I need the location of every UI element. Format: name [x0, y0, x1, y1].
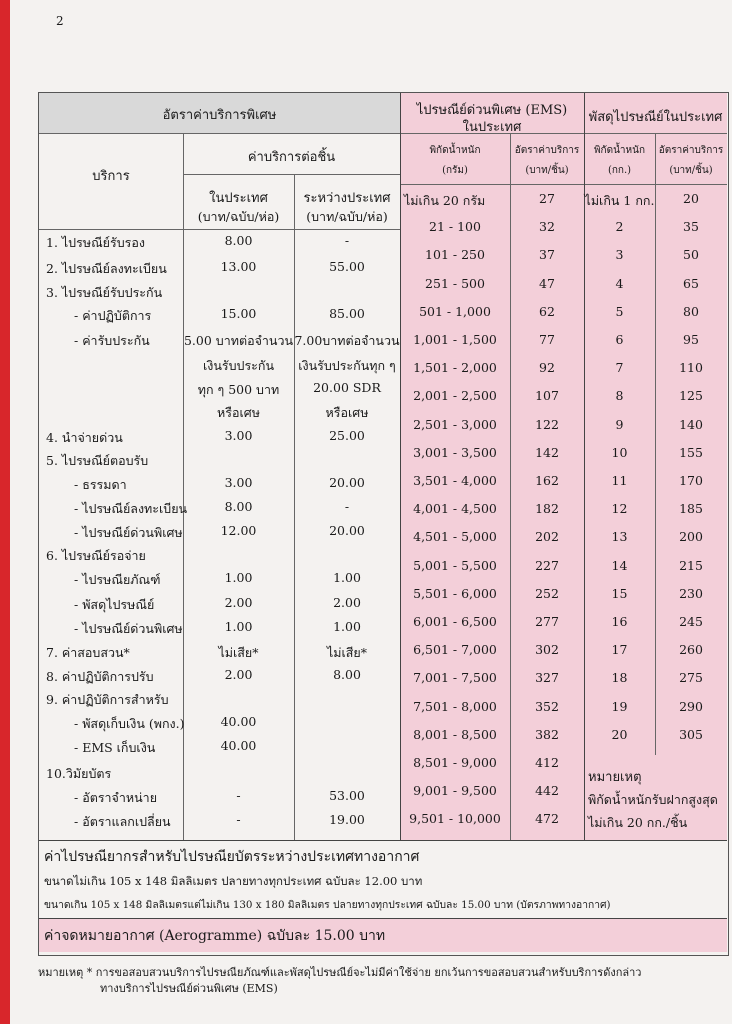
parcel-rate: 290: [679, 699, 703, 714]
ems-weight: 5,501 - 6,000: [413, 586, 497, 601]
parcel-weight: 17: [611, 642, 628, 657]
ems-rate: 37: [539, 247, 555, 262]
ems-weight: 4,001 - 4,500: [413, 501, 497, 516]
parcel-weight: 8: [615, 388, 624, 403]
parcel-rate-unit: (บาท/ชิ้น): [669, 165, 713, 176]
postcard-line: ขนาดเกิน 105 x 148 มิลลิเมตรแต่ไม่เกิน 130 x 180 มิลลิเมตร ปลายทางทุกประเทศ ฉบับละ 15.00 บาท (บัตรภาพทางอากาศ): [44, 899, 611, 911]
parcel-rate: 275: [679, 670, 703, 685]
service-row-label: - ธรรมดา: [74, 477, 127, 492]
domestic-fee: เงินรับประกัน: [202, 358, 275, 373]
intl-fee: 85.00: [329, 306, 365, 321]
domestic-fee: 2.00: [224, 595, 253, 610]
domestic-fee: 3.00: [224, 428, 253, 443]
ems-weight: 4,501 - 5,000: [413, 529, 497, 544]
parcel-note-line: พิกัดน้ำหนักรับฝากสูงสุด: [588, 792, 718, 807]
ems-subheader: ในประเทศ: [462, 120, 522, 135]
parcel-rate: 305: [679, 727, 703, 742]
parcel-rate: 155: [679, 445, 703, 460]
parcel-header: พัสดุไปรษณีย์ในประเทศ: [588, 110, 723, 125]
parcel-weight-header: พิกัดน้ำหนัก: [593, 145, 646, 156]
domestic-fee: 1.00: [224, 619, 253, 634]
service-row-label: - อัตราจำหน่าย: [74, 790, 158, 805]
ems-rate: 302: [535, 642, 559, 657]
domestic-fee: 1.00: [224, 570, 253, 585]
ems-weight: 8,001 - 8,500: [413, 727, 497, 742]
intl-fee: 7.00บาทต่อจำนวน: [294, 333, 400, 348]
parcel-weight: 5: [615, 304, 624, 319]
ems-rate: 142: [535, 445, 559, 460]
intl-fee: เงินรับประกันทุก ๆ: [298, 358, 396, 373]
domestic-unit: (บาท/ฉบับ/ห่อ): [197, 209, 280, 224]
intl-unit: (บาท/ฉบับ/ห่อ): [306, 209, 388, 224]
ems-weight-header: พิกัดน้ำหนัก: [429, 145, 481, 156]
service-row-label: 1. ไปรษณีย์รับรอง: [46, 235, 145, 250]
ems-rate: 327: [535, 670, 559, 685]
intl-fee: -: [344, 233, 350, 248]
ems-rate: 277: [535, 614, 559, 629]
service-row-label: - ไปรษณีย์ลงทะเบียน: [74, 501, 188, 516]
parcel-weight: 3: [615, 247, 624, 262]
service-row-label: - ไปรษณีย์ด่วนพิเศษ: [74, 525, 183, 540]
ems-weight: 21 - 100: [429, 219, 481, 234]
domestic-fee: ทุก ๆ 500 บาท: [197, 382, 280, 397]
intl-fee: -: [344, 499, 350, 514]
service-row-label: 7. ค่าสอบสวน*: [46, 645, 130, 660]
ems-rate: 77: [539, 332, 555, 347]
service-row-label: - ค่ารับประกัน: [74, 333, 150, 348]
intl-fee: 20.00: [329, 523, 365, 538]
ems-weight: 2,501 - 3,000: [413, 417, 497, 432]
ems-rate-header: อัตราค่าบริการ: [514, 145, 580, 156]
intl-fee: 53.00: [329, 788, 365, 803]
intl-fee: 55.00: [329, 259, 365, 274]
intl-fee: 1.00: [333, 570, 361, 585]
parcel-rate: 215: [679, 558, 703, 573]
intl-fee: 19.00: [329, 812, 365, 827]
service-row-label: 8. ค่าปฏิบัติการปรับ: [46, 669, 154, 684]
parcel-weight: 13: [611, 529, 628, 544]
service-row-label: - อัตราแลกเปลี่ยน: [74, 814, 171, 829]
parcel-rate: 185: [679, 501, 703, 516]
ems-weight: 501 - 1,000: [419, 304, 491, 319]
parcel-rate: 65: [683, 276, 699, 291]
parcel-weight: 7: [615, 360, 624, 375]
service-column-header: บริการ: [92, 169, 130, 184]
parcel-rate: 110: [679, 360, 703, 375]
domestic-fee: 5.00 บาทต่อจำนวน: [183, 333, 294, 348]
ems-rate-unit: (บาท/ชิ้น): [525, 165, 569, 176]
service-row-label: - ไปรษณียภัณฑ์: [74, 572, 161, 587]
parcel-weight: 10: [611, 445, 628, 460]
parcel-rate: 245: [679, 614, 703, 629]
intl-fee: 20.00 SDR: [313, 380, 381, 395]
ems-weight: 251 - 500: [425, 276, 485, 291]
ems-weight: 9,001 - 9,500: [413, 783, 497, 798]
parcel-rate: 35: [683, 219, 699, 234]
parcel-weight-unit: (กก.): [607, 165, 632, 176]
service-row-label: 9. ค่าปฏิบัติการสำหรับ: [46, 692, 169, 707]
service-row-label: 6. ไปรษณีย์รอจ่าย: [46, 548, 146, 563]
parcel-weight: 14: [611, 558, 628, 573]
service-row-label: 10.วิมัยบัตร: [46, 766, 112, 781]
ems-weight: 2,001 - 2,500: [413, 388, 497, 403]
domestic-fee: 2.00: [224, 667, 253, 682]
footnote-continued: ทางบริการไปรษณีย์ด่วนพิเศษ (EMS): [100, 982, 278, 995]
service-row-label: - EMS เก็บเงิน: [74, 740, 156, 755]
parcel-weight: 9: [615, 417, 624, 432]
intl-fee: ไม่เสีย*: [326, 645, 367, 660]
parcel-weight: 20: [611, 727, 628, 742]
parcel-rate: 260: [679, 642, 703, 657]
parcel-note-line: ไม่เกิน 20 กก./ชิ้น: [588, 815, 688, 830]
ems-rate: 352: [535, 699, 559, 714]
ems-rate: 162: [535, 473, 559, 488]
domestic-fee: -: [236, 812, 241, 827]
service-row-label: 5. ไปรษณีย์ตอบรับ: [46, 453, 149, 468]
rule: [183, 174, 400, 175]
red-edge-strip: [0, 0, 10, 1024]
parcel-weight: 11: [611, 473, 628, 488]
ems-header: ไปรษณีย์ด่วนพิเศษ (EMS): [416, 103, 568, 118]
parcel-weight: 15: [611, 586, 628, 601]
intl-fee: หรือเศษ: [325, 405, 369, 420]
ems-weight: 7,001 - 7,500: [413, 670, 497, 685]
parcel-weight: 2: [615, 219, 624, 234]
intl-fee: 2.00: [333, 595, 361, 610]
domestic-fee: 15.00: [220, 306, 257, 321]
parcel-rate: 230: [679, 586, 703, 601]
intl-header: ระหว่างประเทศ: [303, 191, 391, 206]
ems-rate: 27: [539, 191, 555, 206]
parcel-rate: 80: [683, 304, 699, 319]
domestic-fee: 8.00: [224, 499, 253, 514]
parcel-note-title: หมายเหตุ: [588, 770, 642, 785]
ems-rate: 442: [535, 783, 559, 798]
ems-weight: ไม่เกิน 20 กรัม: [404, 193, 486, 208]
ems-rate: 202: [535, 529, 559, 544]
domestic-fee: หรือเศษ: [217, 405, 260, 420]
service-row-label: - พัสดุไปรษณีย์: [74, 597, 155, 612]
postcard-title: ค่าไปรษณียากรสำหรับไปรษณียบัตรระหว่างประเทศทางอากาศ: [44, 849, 420, 865]
service-row-label: 2. ไปรษณีย์ลงทะเบียน: [46, 261, 167, 276]
ems-weight: 3,001 - 3,500: [413, 445, 497, 460]
ems-rate: 382: [535, 727, 559, 742]
parcel-rate: 125: [679, 388, 703, 403]
rule: [39, 918, 727, 919]
ems-weight: 6,501 - 7,000: [413, 642, 497, 657]
intl-fee: 1.00: [333, 619, 361, 634]
ems-rate: 122: [535, 417, 559, 432]
ems-rate: 47: [539, 276, 555, 291]
rule: [39, 133, 727, 134]
postcard-line: ขนาดไม่เกิน 105 x 148 มิลลิเมตร ปลายทางทุกประเทศ ฉบับละ 12.00 บาท: [44, 874, 423, 888]
domestic-fee: 40.00: [220, 738, 257, 753]
intl-fee: 8.00: [333, 667, 361, 682]
parcel-weight: 18: [611, 670, 628, 685]
ems-rate: 32: [539, 219, 555, 234]
ems-weight: 3,501 - 4,000: [413, 473, 497, 488]
fee-per-piece-header: ค่าบริการต่อชิ้น: [247, 150, 336, 165]
left-header: อัตราค่าบริการพิเศษ: [162, 108, 277, 123]
ems-weight: 101 - 250: [425, 247, 485, 262]
rule: [39, 229, 400, 230]
parcel-rate: 50: [683, 247, 699, 262]
parcel-weight: ไม่เกิน 1 กก.: [584, 193, 655, 208]
rule: [400, 93, 401, 840]
intl-fee: 20.00: [329, 475, 365, 490]
service-row-label: 3. ไปรษณีย์รับประกัน: [46, 285, 163, 300]
service-row-label: 4. นำจ่ายด่วน: [46, 430, 123, 445]
ems-weight: 6,001 - 6,500: [413, 614, 497, 629]
ems-rate: 107: [535, 388, 559, 403]
parcel-rate: 140: [679, 417, 703, 432]
intl-fee: 25.00: [329, 428, 365, 443]
ems-weight: 9,501 - 10,000: [409, 811, 501, 826]
service-row-label: - ไปรษณีย์ด่วนพิเศษ: [74, 621, 183, 636]
parcel-weight: 19: [611, 699, 628, 714]
page-number: 2: [56, 14, 64, 28]
ems-rate: 92: [539, 360, 555, 375]
ems-rate: 412: [535, 755, 559, 770]
parcel-weight: 6: [615, 332, 624, 347]
domestic-fee: 13.00: [220, 259, 257, 274]
ems-weight: 5,001 - 5,500: [413, 558, 497, 573]
ems-weight-unit: (กรัม): [442, 165, 468, 176]
ems-rate: 227: [535, 558, 559, 573]
domestic-header: ในประเทศ: [209, 191, 268, 206]
footnote: หมายเหตุ * การขอสอบสวนบริการไปรษณียภัณฑ์และพัสดุไปรษณีย์จะไม่มีค่าใช้จ่าย ยกเว้นการขอสอบสวนสำหรับบริการดังกล่าว: [38, 966, 642, 979]
parcel-rate: 200: [679, 529, 703, 544]
parcel-weight: 12: [611, 501, 628, 516]
parcel-rate: 20: [683, 191, 699, 206]
ems-rate: 472: [535, 811, 559, 826]
domestic-fee: -: [236, 788, 241, 803]
domestic-fee: 40.00: [220, 714, 257, 729]
parcel-rate: 170: [679, 473, 703, 488]
ems-rate: 182: [535, 501, 559, 516]
ems-weight: 8,501 - 9,000: [413, 755, 497, 770]
ems-rate: 62: [539, 304, 555, 319]
parcel-rate: 95: [683, 332, 699, 347]
domestic-fee: 8.00: [224, 233, 253, 248]
ems-weight: 1,501 - 2,000: [413, 360, 497, 375]
domestic-fee: 3.00: [224, 475, 253, 490]
rule: [39, 840, 727, 841]
rule: [400, 184, 727, 185]
service-row-label: - พัสดุเก็บเงิน (พกง.): [74, 716, 185, 731]
domestic-fee: ไม่เสีย*: [218, 645, 259, 660]
aerogramme-rate: ค่าจดหมายอากาศ (Aerogramme) ฉบับละ 15.00 บาท: [44, 928, 386, 944]
parcel-weight: 4: [615, 276, 624, 291]
ems-rate: 252: [535, 586, 559, 601]
parcel-weight: 16: [611, 614, 628, 629]
ems-weight: 7,501 - 8,000: [413, 699, 497, 714]
parcel-rate-header: อัตราค่าบริการ: [658, 145, 724, 156]
ems-weight: 1,001 - 1,500: [413, 332, 497, 347]
service-row-label: - ค่าปฏิบัติการ: [74, 308, 152, 323]
domestic-fee: 12.00: [220, 523, 257, 538]
